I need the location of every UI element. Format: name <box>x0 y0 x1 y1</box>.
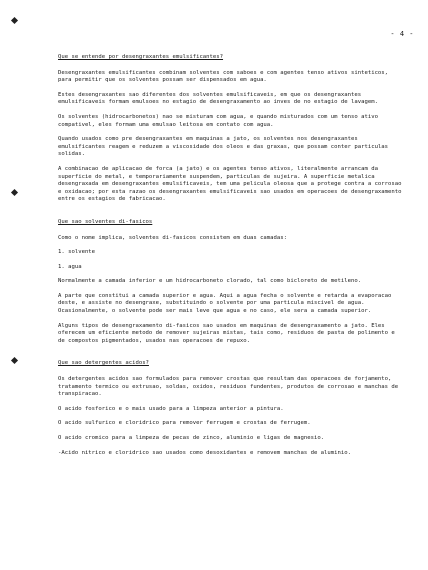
paragraph: Os solventes (hidrocarbonetos) nao se misturam com agua, e quando misturados com um tenso ativo compativel, eles formam uma emulsao leitosa em contato com agua. <box>58 113 378 128</box>
punch-hole-mark <box>11 17 18 24</box>
paragraph: Como o nome implica, solventes di-fasicos consistem em duas camadas: <box>58 234 288 241</box>
page-number: - 4 - <box>390 30 414 38</box>
paragraph: Estes desengraxantes sao diferentes dos solventes emulsificaveis, em que os desengraxantes emulsificaveis formam emulsoes no estagio de desengraxamento ao inves de no estagio de lavagem. <box>58 91 378 106</box>
paragraph: O acido sulfurico e cloridrico para remover ferrugem e crostas de ferrugem. <box>58 420 311 427</box>
list-item: 1. solvente <box>58 249 96 256</box>
paragraph: A parte que constitui a camada superior e agua. Aqui a agua fecha o solvente e retarda a evaporacao deste, e assiste no desengraxe, substituindo o solvente por uma particula miscivel de agua. Ocasionalmente, o solvente pode ser mais leve que agua e no caso, ele sera a camada superior. <box>58 292 392 315</box>
paragraph: -Acido nitrico e cloridrico sao usados como desoxidantes e removem manchas de aluminio. <box>58 449 351 456</box>
section-heading: Que se entende por desengraxantes emulsificantes? <box>58 54 224 60</box>
paragraph: Alguns tipos de desengraxamento di-fasicos sao usados em maquinas de desengraxamento a jato. Eles oferecem um eficiente metodo de remover sujeiras mistas, tais como, residuos de pasta de polimento e de compostos pigmentados, usados nas operacoes de repuxo. <box>58 322 395 344</box>
paragraph: O acido fosforico e o mais usado para a limpeza anterior a pintura. <box>58 405 284 412</box>
section-heading: Que sao detergentes acidos? <box>58 360 149 367</box>
punch-hole-mark <box>11 189 18 196</box>
paragraph: A combinacao de aplicacao de forca (a jato) e os agentes tenso ativos, literalmente arrancam da superficie do metal, e temporariamente suspendem, particulas de sujeira. A superficie metalica desengraxada em desengraxantes emulsificaveis, tem uma pelicula oleosa que a protege contra a corrosao e oxidacao; por esta razao os desengraxantes emulsificaveis sao usados em operacoes de desengraxamento entre os estagios de fabricacao. <box>58 165 402 203</box>
section-heading: Que sao solventes di-fasicos <box>58 218 153 225</box>
paragraph: Desengraxantes emulsificantes combinam solventes com saboes e com agentes tenso ativos sinteticos, para permitir que os solventes possam ser dispensados em agua. <box>58 69 389 84</box>
paragraph: Quando usados como pre desengraxantes em maquinas a jato, os solventes nos desengraxantes emulsificantes reagem e reduzem a viscosidade dos oleos e das graxas, que possam conter particulas solidas. <box>58 136 389 158</box>
paragraph: Os detergentes acidos sao formulados para remover crostas que resultam das operacoes de forjamento, tratamento termico ou extrusao, soldas, oxidos, residuos fundentes, produtos de corrosao e manchas de transpiracao. <box>58 376 399 398</box>
document-body <box>58 54 403 464</box>
paragraph: O acido cromico para a limpeza de pecas de zinco, aluminio e ligas de magnesio. <box>58 435 325 441</box>
list-item: 1. agua <box>58 263 82 270</box>
paragraph: Normalmente a camada inferior e um hidrocarboneto clorado, tal como bicloreto de metileno. <box>58 278 362 285</box>
punch-hole-mark <box>11 357 18 364</box>
